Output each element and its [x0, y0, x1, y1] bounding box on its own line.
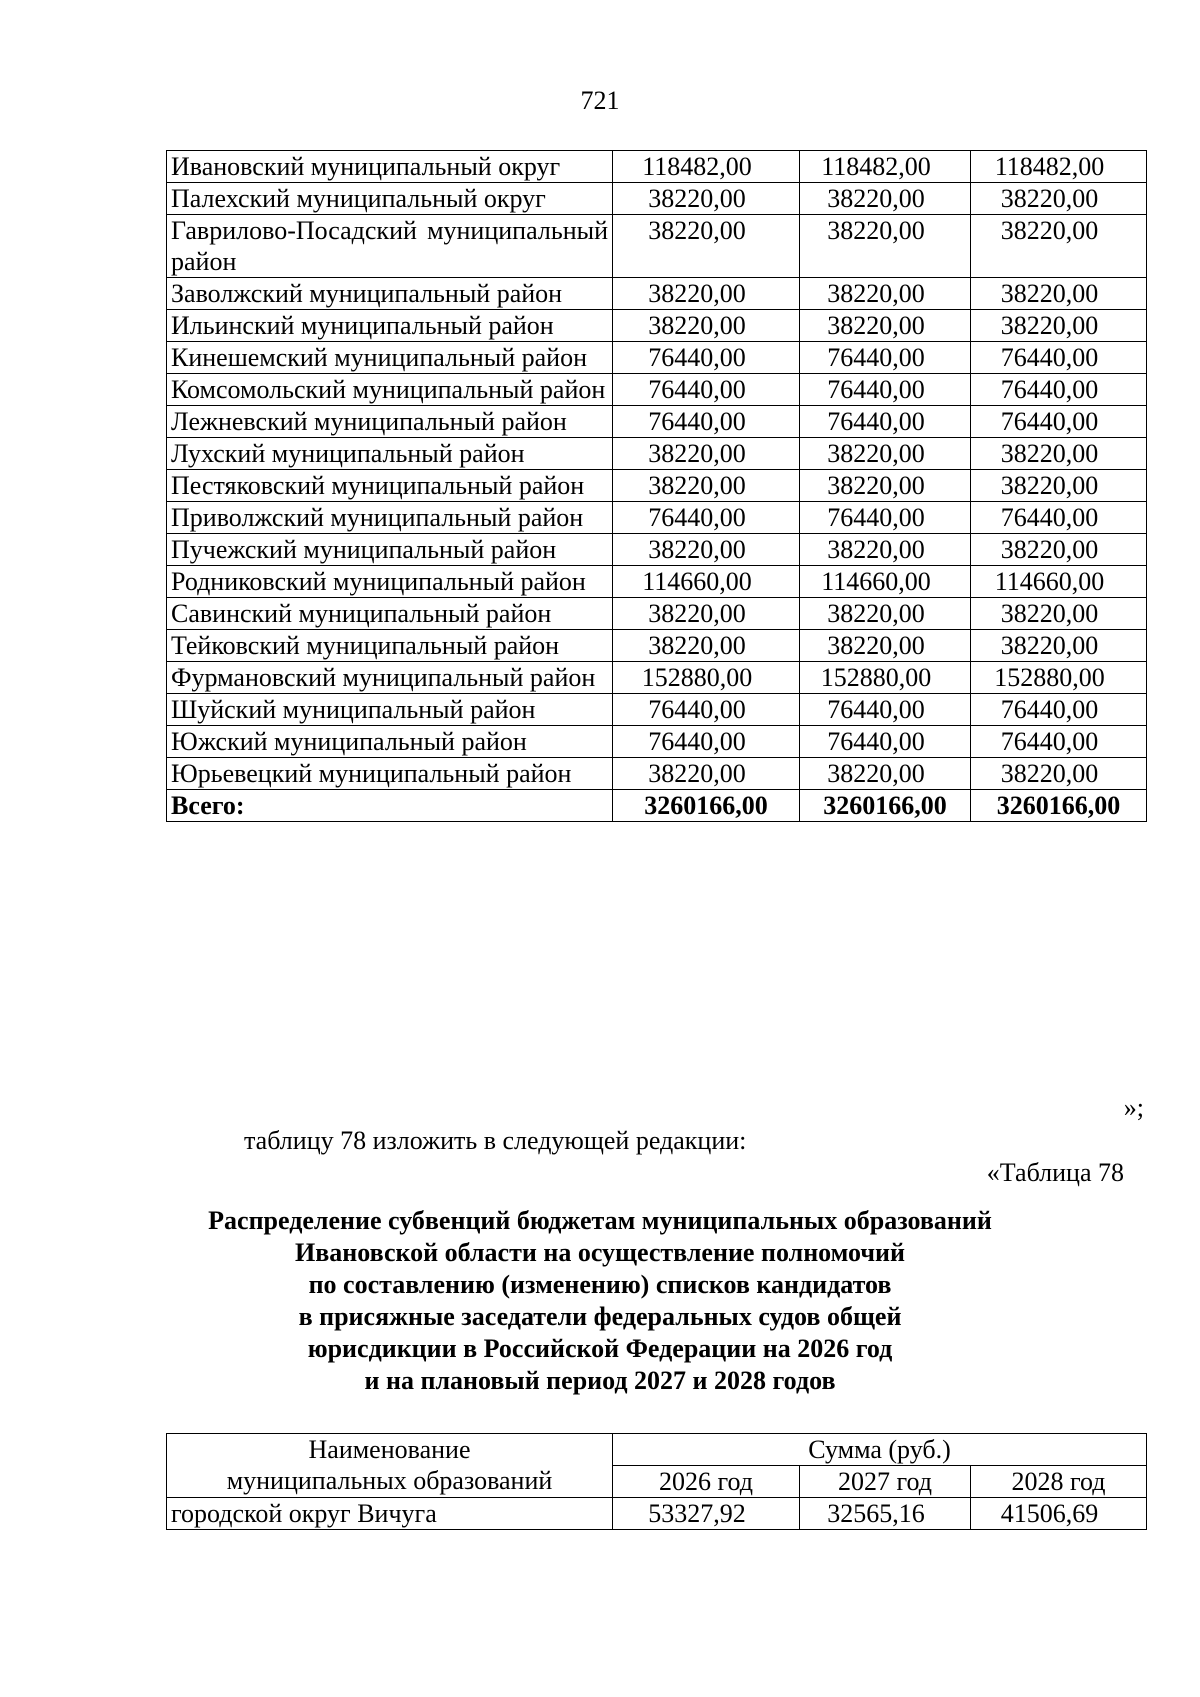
table-row: [167, 534, 1147, 566]
value-2027-cell: 76440,00: [800, 694, 971, 726]
value-2028-cell: 38220,00: [971, 438, 1147, 470]
value-2027-cell: 114660,00: [800, 566, 971, 598]
title-line: и на плановый период 2027 и 2028 годов: [364, 1366, 836, 1395]
table-row: [167, 183, 1147, 215]
header-year-2027: 2027 год: [800, 1466, 971, 1498]
value-2028-cell: 41506,69: [971, 1498, 1147, 1530]
table-row: [167, 151, 1147, 183]
header-sum-cell: Сумма (руб.): [613, 1434, 1147, 1466]
value-2026-cell: 3260166,00: [613, 790, 800, 822]
value-2027-cell: 38220,00: [800, 534, 971, 566]
value-2028-cell: 76440,00: [971, 342, 1147, 374]
value-2027-cell: 32565,16: [800, 1498, 971, 1530]
municipality-name-cell: Шуйский муниципальный район: [167, 694, 613, 726]
value-2027-cell: 38220,00: [800, 183, 971, 215]
table-row: [167, 630, 1147, 662]
value-2028-cell: 38220,00: [971, 598, 1147, 630]
value-2028-cell: 152880,00: [971, 662, 1147, 694]
value-2027-cell: 3260166,00: [800, 790, 971, 822]
table-row: [167, 470, 1147, 502]
value-2026-cell: 38220,00: [613, 470, 800, 502]
table-row: [167, 374, 1147, 406]
value-2028-cell: 76440,00: [971, 374, 1147, 406]
value-2028-cell: 118482,00: [971, 151, 1147, 183]
municipality-name-cell: Лежневский муниципальный район: [167, 406, 613, 438]
value-2026-cell: 76440,00: [613, 406, 800, 438]
table-row: [167, 438, 1147, 470]
value-2027-cell: 76440,00: [800, 502, 971, 534]
title-line: юрисдикции в Российской Федерации на 2026 год: [307, 1334, 893, 1363]
municipality-name-cell: Гаврилово-Посадский муниципальный район: [167, 215, 613, 278]
value-2028-cell: 38220,00: [971, 183, 1147, 215]
total-row: [167, 790, 1147, 822]
value-2027-cell: 76440,00: [800, 342, 971, 374]
header-name-line: муниципальных образований: [226, 1466, 553, 1495]
value-2026-cell: 38220,00: [613, 438, 800, 470]
closing-quote: »;: [1123, 1093, 1144, 1122]
header-name-line: Наименование: [308, 1435, 471, 1464]
municipality-name-cell: Южский муниципальный район: [167, 726, 613, 758]
value-2027-cell: 38220,00: [800, 470, 971, 502]
value-2028-cell: 76440,00: [971, 406, 1147, 438]
title-line: в присяжные заседатели федеральных судов общей: [298, 1302, 902, 1331]
value-2026-cell: 38220,00: [613, 630, 800, 662]
table-row: [167, 566, 1147, 598]
table-header-row: [167, 1434, 1147, 1466]
value-2027-cell: 38220,00: [800, 278, 971, 310]
value-2028-cell: 76440,00: [971, 502, 1147, 534]
municipality-name-cell: Савинский муниципальный район: [167, 598, 613, 630]
municipality-name-cell: Лухский муниципальный район: [167, 438, 613, 470]
value-2026-cell: 76440,00: [613, 374, 800, 406]
allocation-table-78: [166, 1433, 1147, 1530]
value-2028-cell: 76440,00: [971, 694, 1147, 726]
page-number: 721: [580, 86, 620, 115]
municipality-name-cell: Заволжский муниципальный район: [167, 278, 613, 310]
value-2026-cell: 114660,00: [613, 566, 800, 598]
municipality-name-cell: Юрьевецкий муниципальный район: [167, 758, 613, 790]
value-2026-cell: 38220,00: [613, 758, 800, 790]
value-2026-cell: 118482,00: [613, 151, 800, 183]
value-2026-cell: 76440,00: [613, 694, 800, 726]
table-row: [167, 215, 1147, 278]
instruction-text: таблицу 78 изложить в следующей редакции:: [244, 1126, 747, 1155]
value-2027-cell: 118482,00: [800, 151, 971, 183]
value-2026-cell: 76440,00: [613, 726, 800, 758]
value-2026-cell: 76440,00: [613, 342, 800, 374]
table-row: [167, 662, 1147, 694]
table-row: [167, 502, 1147, 534]
value-2026-cell: 38220,00: [613, 278, 800, 310]
title-line: Ивановской области на осуществление полномочий: [295, 1238, 905, 1267]
municipality-name-cell: Ильинский муниципальный район: [167, 310, 613, 342]
value-2028-cell: 3260166,00: [971, 790, 1147, 822]
value-2027-cell: 76440,00: [800, 406, 971, 438]
value-2028-cell: 38220,00: [971, 278, 1147, 310]
municipality-name-cell: Фурмановский муниципальный район: [167, 662, 613, 694]
municipality-name-cell: Тейковский муниципальный район: [167, 630, 613, 662]
municipality-name-cell: Ивановский муниципальный округ: [167, 151, 613, 183]
municipality-name-cell: Родниковский муниципальный район: [167, 566, 613, 598]
table-row: [167, 694, 1147, 726]
value-2027-cell: 38220,00: [800, 215, 971, 278]
table-row: [167, 598, 1147, 630]
header-name-cell: [167, 1434, 613, 1498]
municipality-name-cell: Всего:: [167, 790, 613, 822]
table-row: [167, 758, 1147, 790]
value-2026-cell: 38220,00: [613, 310, 800, 342]
table-row: [167, 406, 1147, 438]
value-2026-cell: 38220,00: [613, 598, 800, 630]
value-2028-cell: 114660,00: [971, 566, 1147, 598]
table-title: [0, 1205, 1200, 1397]
table-row: [167, 278, 1147, 310]
value-2028-cell: 38220,00: [971, 310, 1147, 342]
value-2028-cell: 38220,00: [971, 758, 1147, 790]
value-2027-cell: 38220,00: [800, 630, 971, 662]
municipality-name-cell: Пучежский муниципальный район: [167, 534, 613, 566]
value-2027-cell: 38220,00: [800, 758, 971, 790]
allocation-table-continued: [166, 150, 1147, 822]
value-2028-cell: 38220,00: [971, 470, 1147, 502]
table-row: [167, 726, 1147, 758]
table-label: «Таблица 78: [986, 1158, 1124, 1187]
table-row: [167, 310, 1147, 342]
table-row: [167, 342, 1147, 374]
value-2026-cell: 152880,00: [613, 662, 800, 694]
value-2026-cell: 38220,00: [613, 183, 800, 215]
header-year-2028: 2028 год: [971, 1466, 1147, 1498]
value-2026-cell: 53327,92: [613, 1498, 800, 1530]
value-2026-cell: 38220,00: [613, 534, 800, 566]
title-line: по составлению (изменению) списков кандидатов: [308, 1270, 892, 1299]
value-2026-cell: 38220,00: [613, 215, 800, 278]
value-2026-cell: 76440,00: [613, 502, 800, 534]
value-2028-cell: 38220,00: [971, 534, 1147, 566]
municipality-name-cell: городской округ Вичуга: [167, 1498, 613, 1530]
table-row: [167, 1498, 1147, 1530]
value-2027-cell: 38220,00: [800, 438, 971, 470]
value-2027-cell: 76440,00: [800, 374, 971, 406]
title-line: Распределение субвенций бюджетам муниципальных образований: [208, 1206, 992, 1235]
municipality-name-cell: Кинешемский муниципальный район: [167, 342, 613, 374]
value-2028-cell: 76440,00: [971, 726, 1147, 758]
header-year-2026: 2026 год: [613, 1466, 800, 1498]
municipality-name-cell: Комсомольский муниципальный район: [167, 374, 613, 406]
value-2028-cell: 38220,00: [971, 630, 1147, 662]
municipality-name-cell: Приволжский муниципальный район: [167, 502, 613, 534]
value-2027-cell: 38220,00: [800, 598, 971, 630]
value-2027-cell: 76440,00: [800, 726, 971, 758]
municipality-name-cell: Пестяковский муниципальный район: [167, 470, 613, 502]
value-2027-cell: 152880,00: [800, 662, 971, 694]
value-2027-cell: 38220,00: [800, 310, 971, 342]
municipality-name-cell: Палехский муниципальный округ: [167, 183, 613, 215]
value-2028-cell: 38220,00: [971, 215, 1147, 278]
